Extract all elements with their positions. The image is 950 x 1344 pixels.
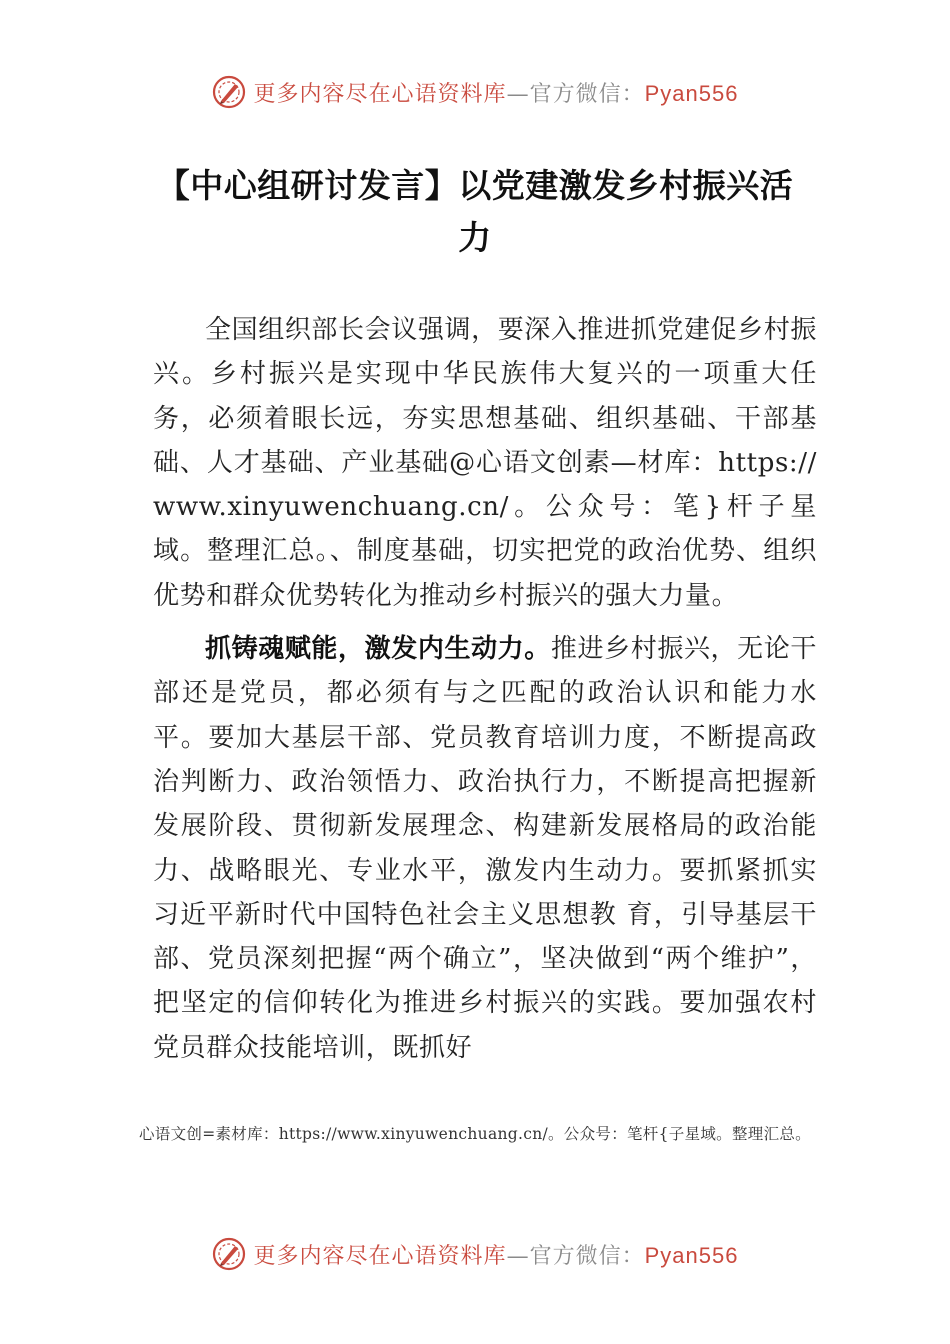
footer-site-name: 更多内容尽在心语资料库 [253, 1243, 507, 1269]
footer-wechat-id: Pyan556 [644, 1242, 739, 1268]
document-title: 【中心组研讨发言】以党建激发乡村振兴活力 [156, 166, 794, 257]
banner-site-name: 更多内容尽在心语资料库 [253, 81, 507, 107]
pen-circle-logo-icon [212, 75, 246, 109]
paragraph-2-text: 推进乡村振兴，无论干部还是党员，都必须有与之匹配的政治认识和能力水平。要加大基层干部、党员教育培训力度，不断提高政治判断力、政治领悟力、政治执行力，不断提高把握新发展阶段、贯彻新发展理念、构建新发展格局的政治能力、战略眼光、专业水平，激发内生动力。要抓紧抓实习近平新时代中国特色社会主义思想教 育，引导基层干部、党员深刻把握“两个确立”，坚决做到“两个维护”，把坚定的信仰转化为推进乡村振兴的实践。要加强农村党员群众技能培训，既抓好 [153, 634, 817, 1063]
footer-official-label: —官方微信： [506, 1243, 645, 1269]
paragraph-1 [153, 308, 817, 618]
header-banner-text [254, 77, 739, 108]
paragraph-1-text: 全国组织部长会议强调，要深入推进抓党建促乡村振兴。乡村振兴是实现中华民族伟大复兴的一项重大任务，必须着眼长远，夯实思想基础、组织基础、干部基础、人才基础、产业基础@心语文创素—材库：https://www.xinyuwenchuang.cn/。公众号：笔}杆子星域。整理汇总。、制度基础，切实把党的政治优势、组织优势和群众优势转化为推动乡村振兴的强大力量。 [153, 315, 817, 611]
footer-source-note: 心语文创=素材库：https://www.xinyuwenchuang.cn/。公众号：笔杆{子星域。整理汇总。 [139, 1125, 811, 1143]
paragraph-2-lead: 抓铸魂赋能，激发内生动力。 [205, 634, 551, 665]
document-body [153, 308, 817, 1070]
pen-circle-logo-icon [212, 1237, 246, 1271]
paragraph-2 [153, 627, 817, 1070]
banner-official-label: —官方微信： [506, 81, 645, 107]
footer-banner-text [254, 1239, 739, 1270]
banner-wechat-id: Pyan556 [644, 80, 739, 106]
footer-banner [0, 1232, 950, 1276]
header-banner [0, 70, 950, 114]
